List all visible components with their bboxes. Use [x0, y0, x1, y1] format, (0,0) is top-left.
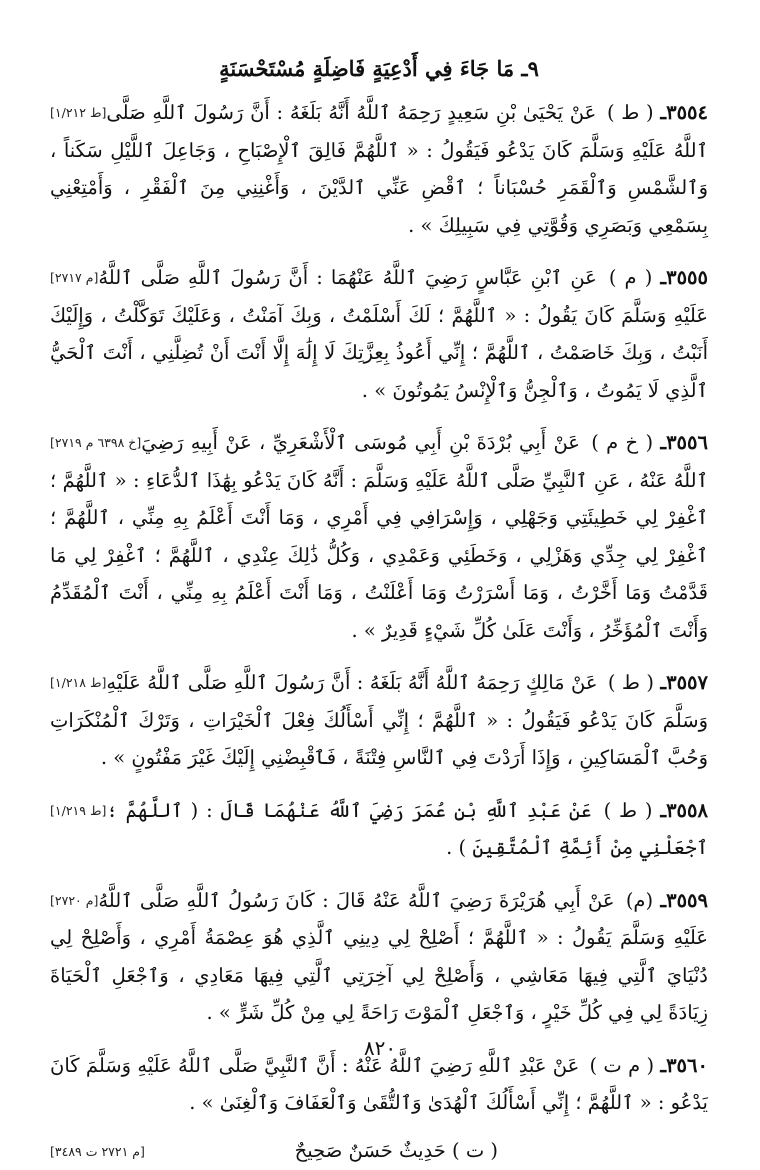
hadith-entry	[50, 259, 708, 409]
hadith-reference: [م ٢٧٢٠]	[50, 882, 98, 920]
hadith-number: ٣٥٥٤ـ	[660, 101, 708, 124]
hadith-text: عَنْ عَبْدِ ٱللَّهِ بْنِ عُمَرَ رَضِيَ ٱللَّهُ عَنْهُمَا قَالَ : ( ٱللَّهُمَّ ؛ ٱجْعَلْنِي مِنْ أَئِمَّةِ ٱلْمُتَّقِينَ ) .	[106, 799, 708, 860]
hadith-entry	[50, 882, 708, 1032]
source-tag: ( ط )	[604, 799, 653, 822]
source-tag: ( م )	[609, 266, 652, 289]
hadith-reference: [م ٢٧١٧]	[50, 259, 98, 297]
hadith-reference: [خ ٦٣٩٨ م ٢٧١٩]	[50, 424, 141, 462]
hadith-entry	[50, 664, 708, 777]
hadith-text: عَنْ أَبِي بُرْدَةَ بْنِ أَبِي مُوسَى ٱلْأَشْعَرِيِّ ، عَنْ أَبِيهِ رَضِيَ ٱللَّهُ عَنْهُ ، عَنِ ٱلنَّبِيِّ صَلَّى ٱللَّهُ عَلَيْهِ وَسَلَّمَ : أَنَّهُ كَانَ يَدْعُو بِهَٰذَا ٱلدُّعَاءِ : « ٱللَّهُمَّ ؛ ٱغْفِرْ لِي خَطِيئَتِي وَجَهْلِي ، وَإِسْرَافِي فِي أَمْرِي ، وَمَا أَنْتَ أَعْلَمُ بِهِ مِنِّي ، ٱللَّهُمَّ ؛ ٱغْفِرْ لِي جِدِّي وَهَزْلِي ، وَخَطَئِي وَعَمْدِي ، وَكُلُّ ذَٰلِكَ عِنْدِي ، ٱللَّهُمَّ ؛ ٱغْفِرْ لِي مَا قَدَّمْتُ وَمَا أَخَّرْتُ ، وَمَا أَسْرَرْتُ وَمَا أَعْلَنْتُ ، وَمَا أَنْتَ أَعْلَمُ بِهِ مِنِّي ، أَنْتَ ٱلْمُقَدِّمُ وَأَنْتَ ٱلْمُؤَخِّرُ ، وَأَنْتَ عَلَىٰ كُلِّ شَيْءٍ قَدِيرٌ » .	[50, 431, 708, 642]
hadith-reference: [ط ١/٢١٢]	[50, 94, 106, 132]
source-tag: ( ط )	[607, 101, 654, 124]
hadith-number: ٣٥٥٥ـ	[660, 266, 708, 289]
hadith-number: ٣٥٥٨ـ	[660, 799, 708, 822]
source-tag: ( خ م )	[591, 431, 653, 454]
closing-reference: [م ٢٧٢١ ت ٣٤٨٩]	[50, 1133, 145, 1170]
hadith-text: عَنْ عَبْدِ ٱللَّهِ رَضِيَ ٱللَّهُ عَنْهُ : أَنَّ ٱلنَّبِيَّ صَلَّى ٱللَّهُ عَلَيْهِ وَسَلَّمَ كَانَ يَدْعُو : « ٱللَّهُمَّ ؛ إِنِّي أَسْأَلُكَ ٱلْهُدَىٰ وَٱلتُّقَىٰ وَٱلْعَفَافَ وَٱلْغِنَىٰ » .	[50, 1054, 708, 1115]
hadith-number: ٣٥٥٧ـ	[660, 671, 708, 694]
hadith-reference: [ط ١/٢١٨]	[50, 664, 106, 702]
hadith-text: عَنِ ٱبْنِ عَبَّاسٍ رَضِيَ ٱللَّهُ عَنْهُمَا : أَنَّ رَسُولَ ٱللَّهِ صَلَّى ٱللَّهُ عَلَيْهِ وَسَلَّمَ كَانَ يَقُولُ : « ٱللَّهُمَّ ؛ لَكَ أَسْلَمْتُ ، وَبِكَ آمَنْتُ ، وَعَلَيْكَ تَوَكَّلْتُ ، وَإِلَيْكَ أَنَبْتُ ، وَبِكَ خَاصَمْتُ ، ٱللَّهُمَّ ؛ إِنِّي أَعُوذُ بِعِزَّتِكَ لَا إِلَٰهَ إِلَّا أَنْتَ أَنْ تُضِلَّنِي ، أَنْتَ ٱلْحَيُّ ٱلَّذِي لَا يَمُوتُ ، وَٱلْجِنُّ وَٱلْإِنْسُ يَمُوتُونَ » .	[50, 266, 708, 402]
source-tag: (م)	[626, 889, 653, 912]
closing-grading	[50, 1133, 708, 1169]
hadith-number: ٣٥٦٠ـ	[660, 1054, 708, 1077]
source-tag: ( م ت )	[590, 1054, 655, 1077]
hadith-text: عَنْ مَالِكٍ رَحِمَهُ ٱللَّهُ أَنَّهُ بَلَغَهُ : أَنَّ رَسُولَ ٱللَّهِ صَلَّى ٱللَّهُ عَلَيْهِ وَسَلَّمَ كَانَ يَدْعُو فَيَقُولُ : « ٱللَّهُمَّ ؛ إِنِّي أَسْأَلُكَ فِعْلَ ٱلْخَيْرَاتِ ، وَتَرْكَ ٱلْمُنْكَرَاتِ وَحُبَّ ٱلْمَسَاكِينِ ، وَإِذَا أَرَدْتَ فِي ٱلنَّاسِ فِتْنَةً ، فَٱقْبِضْنِي إِلَيْكَ غَيْرَ مَفْتُونٍ » .	[50, 671, 708, 769]
hadith-entry	[50, 424, 708, 649]
hadith-number: ٣٥٥٦ـ	[660, 431, 708, 454]
hadith-number: ٣٥٥٩ـ	[660, 889, 708, 912]
hadith-text: عَنْ أَبِي هُرَيْرَةَ رَضِيَ ٱللَّهُ عَنْهُ قَالَ : كَانَ رَسُولُ ٱللَّهِ صَلَّى ٱللَّهُ عَلَيْهِ وَسَلَّمَ يَقُولُ : « ٱللَّهُمَّ ؛ أَصْلِحْ لِي دِينِي ٱلَّذِي هُوَ عِصْمَةُ أَمْرِي ، وَأَصْلِحْ لِي دُنْيَايَ ٱلَّتِي فِيهَا مَعَاشِي ، وَأَصْلِحْ لِي آخِرَتِي ٱلَّتِي فِيهَا مَعَادِي ، وَٱجْعَلِ ٱلْحَيَاةَ زِيَادَةً لِي فِي كُلِّ خَيْرٍ ، وَٱجْعَلِ ٱلْمَوْتَ رَاحَةً لِي مِنْ كُلِّ شَرٍّ » .	[50, 889, 708, 1025]
hadith-text: عَنْ يَحْيَىٰ بْنِ سَعِيدٍ رَحِمَهُ ٱللَّهُ أَنَّهُ بَلَغَهُ : أَنَّ رَسُولَ ٱللَّهِ صَلَّى ٱللَّهُ عَلَيْهِ وَسَلَّمَ كَانَ يَدْعُو فَيَقُولُ : « ٱللَّهُمَّ فَالِقَ ٱلْإِصْبَاحِ ، وَجَاعِلَ ٱللَّيْلِ سَكَناً ، وَٱلشَّمْسِ وَٱلْقَمَرِ حُسْبَاناً ؛ ٱقْضِ عَنِّي ٱلدَّيْنَ ، وَأَغْنِنِي مِنَ ٱلْفَقْرِ ، وَأَمْتِعْنِي بِسَمْعِي وَبَصَرِي وَقُوَّتِي فِي سَبِيلِكَ » .	[50, 101, 708, 237]
hadith-reference: [ط ١/٢١٩]	[50, 792, 106, 830]
page-number: ٨٢٠	[0, 1036, 760, 1060]
closing-text: ( ت ) حَدِيثٌ حَسَنٌ صَحِيحٌ	[295, 1139, 498, 1162]
source-tag: ( ط )	[608, 671, 654, 694]
chapter-title: ٩ـ مَا جَاءَ فِي أَدْعِيَةٍ فَاضِلَةٍ مُسْتَحْسَنَةٍ	[50, 52, 708, 86]
hadith-list	[50, 94, 708, 1122]
hadith-entry	[50, 94, 708, 244]
hadith-entry	[50, 792, 708, 867]
